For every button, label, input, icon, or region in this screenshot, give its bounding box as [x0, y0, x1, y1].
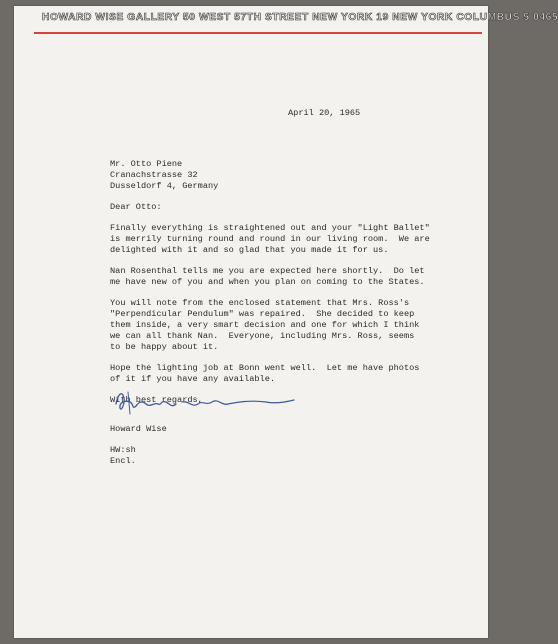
paragraph-4-line-1: Hope the lighting job at Bonn went well. Let me have photos	[110, 363, 420, 373]
typist-initials: HW:sh	[110, 445, 136, 455]
paragraph-1-line-1: Finally everything is straightened out and your "Light Ballet"	[110, 223, 430, 233]
paragraph-1-line-3: delighted with it and so glad that you made it for us.	[110, 245, 389, 255]
paragraph-3-line-5: to be happy about it.	[110, 342, 219, 352]
paragraph-3-line-2: "Perpendicular Pendulum" was repaired. She decided to keep	[110, 309, 415, 319]
recipient-street: Cranachstrasse 32	[110, 170, 198, 180]
salutation: Dear Otto:	[110, 202, 162, 212]
paragraph-2-line-2: me have new of you and when you plan on coming to the States.	[110, 277, 425, 287]
paragraph-3-line-1: You will note from the enclosed statement that Mrs. Ross's	[110, 298, 410, 308]
signer-name: Howard Wise	[110, 424, 167, 434]
paragraph-4-line-2: of it if you have any available.	[110, 374, 276, 384]
handwritten-signature	[110, 378, 310, 422]
letterhead-rule	[34, 32, 482, 34]
recipient-city: Dusseldorf 4, Germany	[110, 181, 219, 191]
enclosure-note: Encl.	[110, 456, 136, 466]
letterhead: HOWARD WISE GALLERY 50 WEST 57TH STREET NEW YORK 19 NEW YORK COLUMBUS 5 0465	[42, 12, 558, 23]
paragraph-1-line-2: is merrily turning round and round in our living room. We are	[110, 234, 430, 244]
recipient-name: Mr. Otto Piene	[110, 159, 183, 169]
closing: With best regards,	[110, 395, 203, 405]
paragraph-2-line-1: Nan Rosenthal tells me you are expected here shortly. Do let	[110, 266, 425, 276]
paragraph-3-line-3: them inside, a very smart decision and one for which I think	[110, 320, 420, 330]
paragraph-3-line-4: we can all thank Nan. Everyone, including Mrs. Ross, seems	[110, 331, 415, 341]
letter-date: April 20, 1965	[288, 108, 361, 118]
letter-page	[14, 6, 558, 638]
